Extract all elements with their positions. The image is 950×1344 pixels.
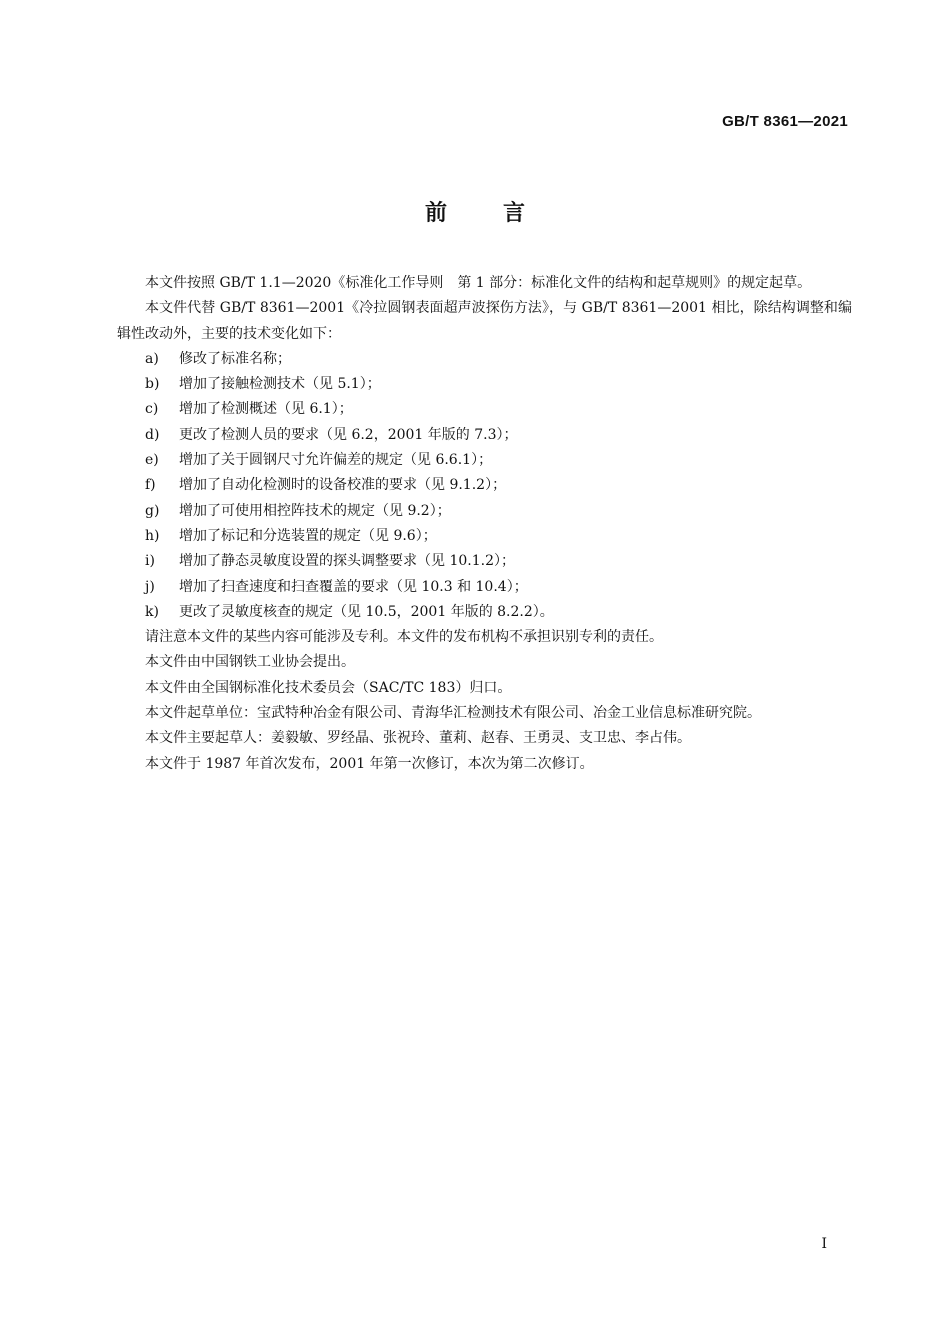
list-text: 增加了可使用相控阵技术的规定（见 9.2）； [179,502,451,519]
paragraph-replacement: 本文件代替 GB/T 8361—2001《冷拉圆钢表面超声波探伤方法》，与 GB/T 8361—2001 相比，除结构调整和编辑性改动外，主要的技术变化如下： [117,300,852,342]
list-text: 增加了检测概述（见 6.1）； [179,401,353,418]
foreword-body [117,271,852,777]
list-marker: k) [145,603,159,620]
paragraph-proposer: 本文件由中国钢铁工业协会提出。 [145,654,355,671]
list-text: 增加了静态灵敏度设置的探头调整要求（见 10.1.2）； [179,553,515,570]
list-item [117,397,852,422]
list-text: 增加了标记和分选装置的规定（见 9.6）； [179,527,437,544]
list-text: 更改了检测人员的要求（见 6.2，2001 年版的 7.3）； [179,426,518,443]
paragraph-drafting-rules: 本文件按照 GB/T 1.1—2020《标准化工作导则 第 1 部分：标准化文件的结构和起草规则》的规定起草。 [145,275,812,291]
list-marker: h) [145,527,160,544]
list-text: 更改了灵敏度核查的规定（见 10.5，2001 年版的 8.2.2）。 [179,603,554,620]
paragraph-patent-notice: 请注意本文件的某些内容可能涉及专利。本文件的发布机构不承担识别专利的责任。 [145,629,663,646]
list-marker: b) [145,376,160,393]
list-item [117,347,852,372]
paragraph-history: 本文件于 1987 年首次发布，2001 年第一次修订，本次为第二次修订。 [145,755,594,772]
page-number: Ⅰ [821,1236,827,1252]
list-text: 增加了自动化检测时的设备校准的要求（见 9.1.2）； [179,477,507,494]
list-text: 修改了标准名称； [179,350,291,367]
list-text: 增加了扫查速度和扫查覆盖的要求（见 10.3 和 10.4）； [179,578,528,595]
list-item [117,473,852,498]
list-item [117,372,852,397]
list-text: 增加了接触检测技术（见 5.1）； [179,376,381,393]
list-item [117,423,852,448]
paragraph-drafting-units: 本文件起草单位：宝武特种冶金有限公司、青海华汇检测技术有限公司、冶金工业信息标准研究院。 [145,705,761,722]
list-marker: j) [145,578,155,595]
list-item [117,600,852,625]
list-item [117,575,852,600]
list-marker: i) [145,553,155,570]
list-marker: d) [145,426,160,443]
list-marker: e) [145,452,159,469]
page-title: 前言 [424,201,581,226]
list-marker: a) [145,350,159,367]
list-item [117,448,852,473]
list-text: 增加了关于圆钢尺寸允许偏差的规定（见 6.6.1）； [179,452,493,469]
list-item [117,549,852,574]
paragraph-drafters: 本文件主要起草人：姜毅敏、罗经晶、张祝玲、董莉、赵春、王勇灵、支卫忠、李占伟。 [145,730,691,747]
list-item [117,499,852,524]
list-item [117,524,852,549]
changes-list [117,347,852,625]
list-marker: g) [145,502,160,519]
paragraph-committee: 本文件由全国钢标准化技术委员会（SAC/TC 183）归口。 [145,679,512,696]
list-marker: c) [145,401,159,418]
list-marker: f) [145,477,156,494]
standard-code: GB/T 8361—2021 [722,113,848,130]
